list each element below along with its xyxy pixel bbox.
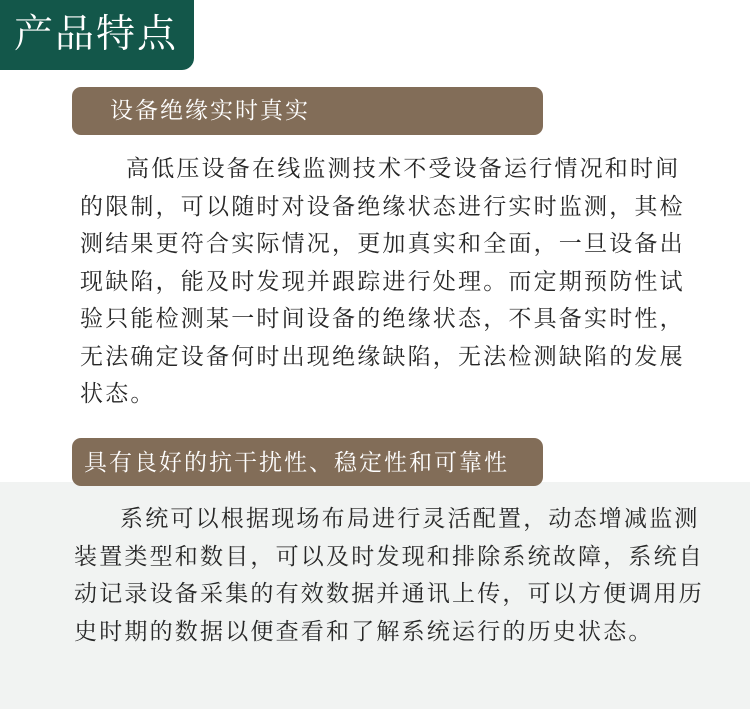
section-heading-insulation-realtime: 设备绝缘实时真实 bbox=[72, 87, 543, 135]
section-body-reliability: 系统可以根据现场布局进行灵活配置，动态增减监测装置类型和数目，可以及时发现和排除系统故障，系统自动记录设备采集的有效数据并通讯上传，可以方便调用历史时期的数据以便查看和了解系统运行的历史状态。 bbox=[74, 506, 704, 645]
page-title-badge: 产品特点 bbox=[0, 0, 194, 70]
section-body-insulation-realtime: 高低压设备在线监测技术不受设备运行情况和时间的限制，可以随时对设备绝缘状态进行实时监测，其检测结果更符合实际情况，更加真实和全面，一旦设备出现缺陷，能及时发现并跟踪进行处理。而定期预防性试验只能检测某一时间设备的绝缘状态，不具备实时性，无法确定设备何时出现绝缘缺陷，无法检测缺陷的发展状态。 bbox=[80, 156, 685, 407]
section-heading-reliability: 具有良好的抗干扰性、稳定性和可靠性 bbox=[72, 438, 543, 486]
